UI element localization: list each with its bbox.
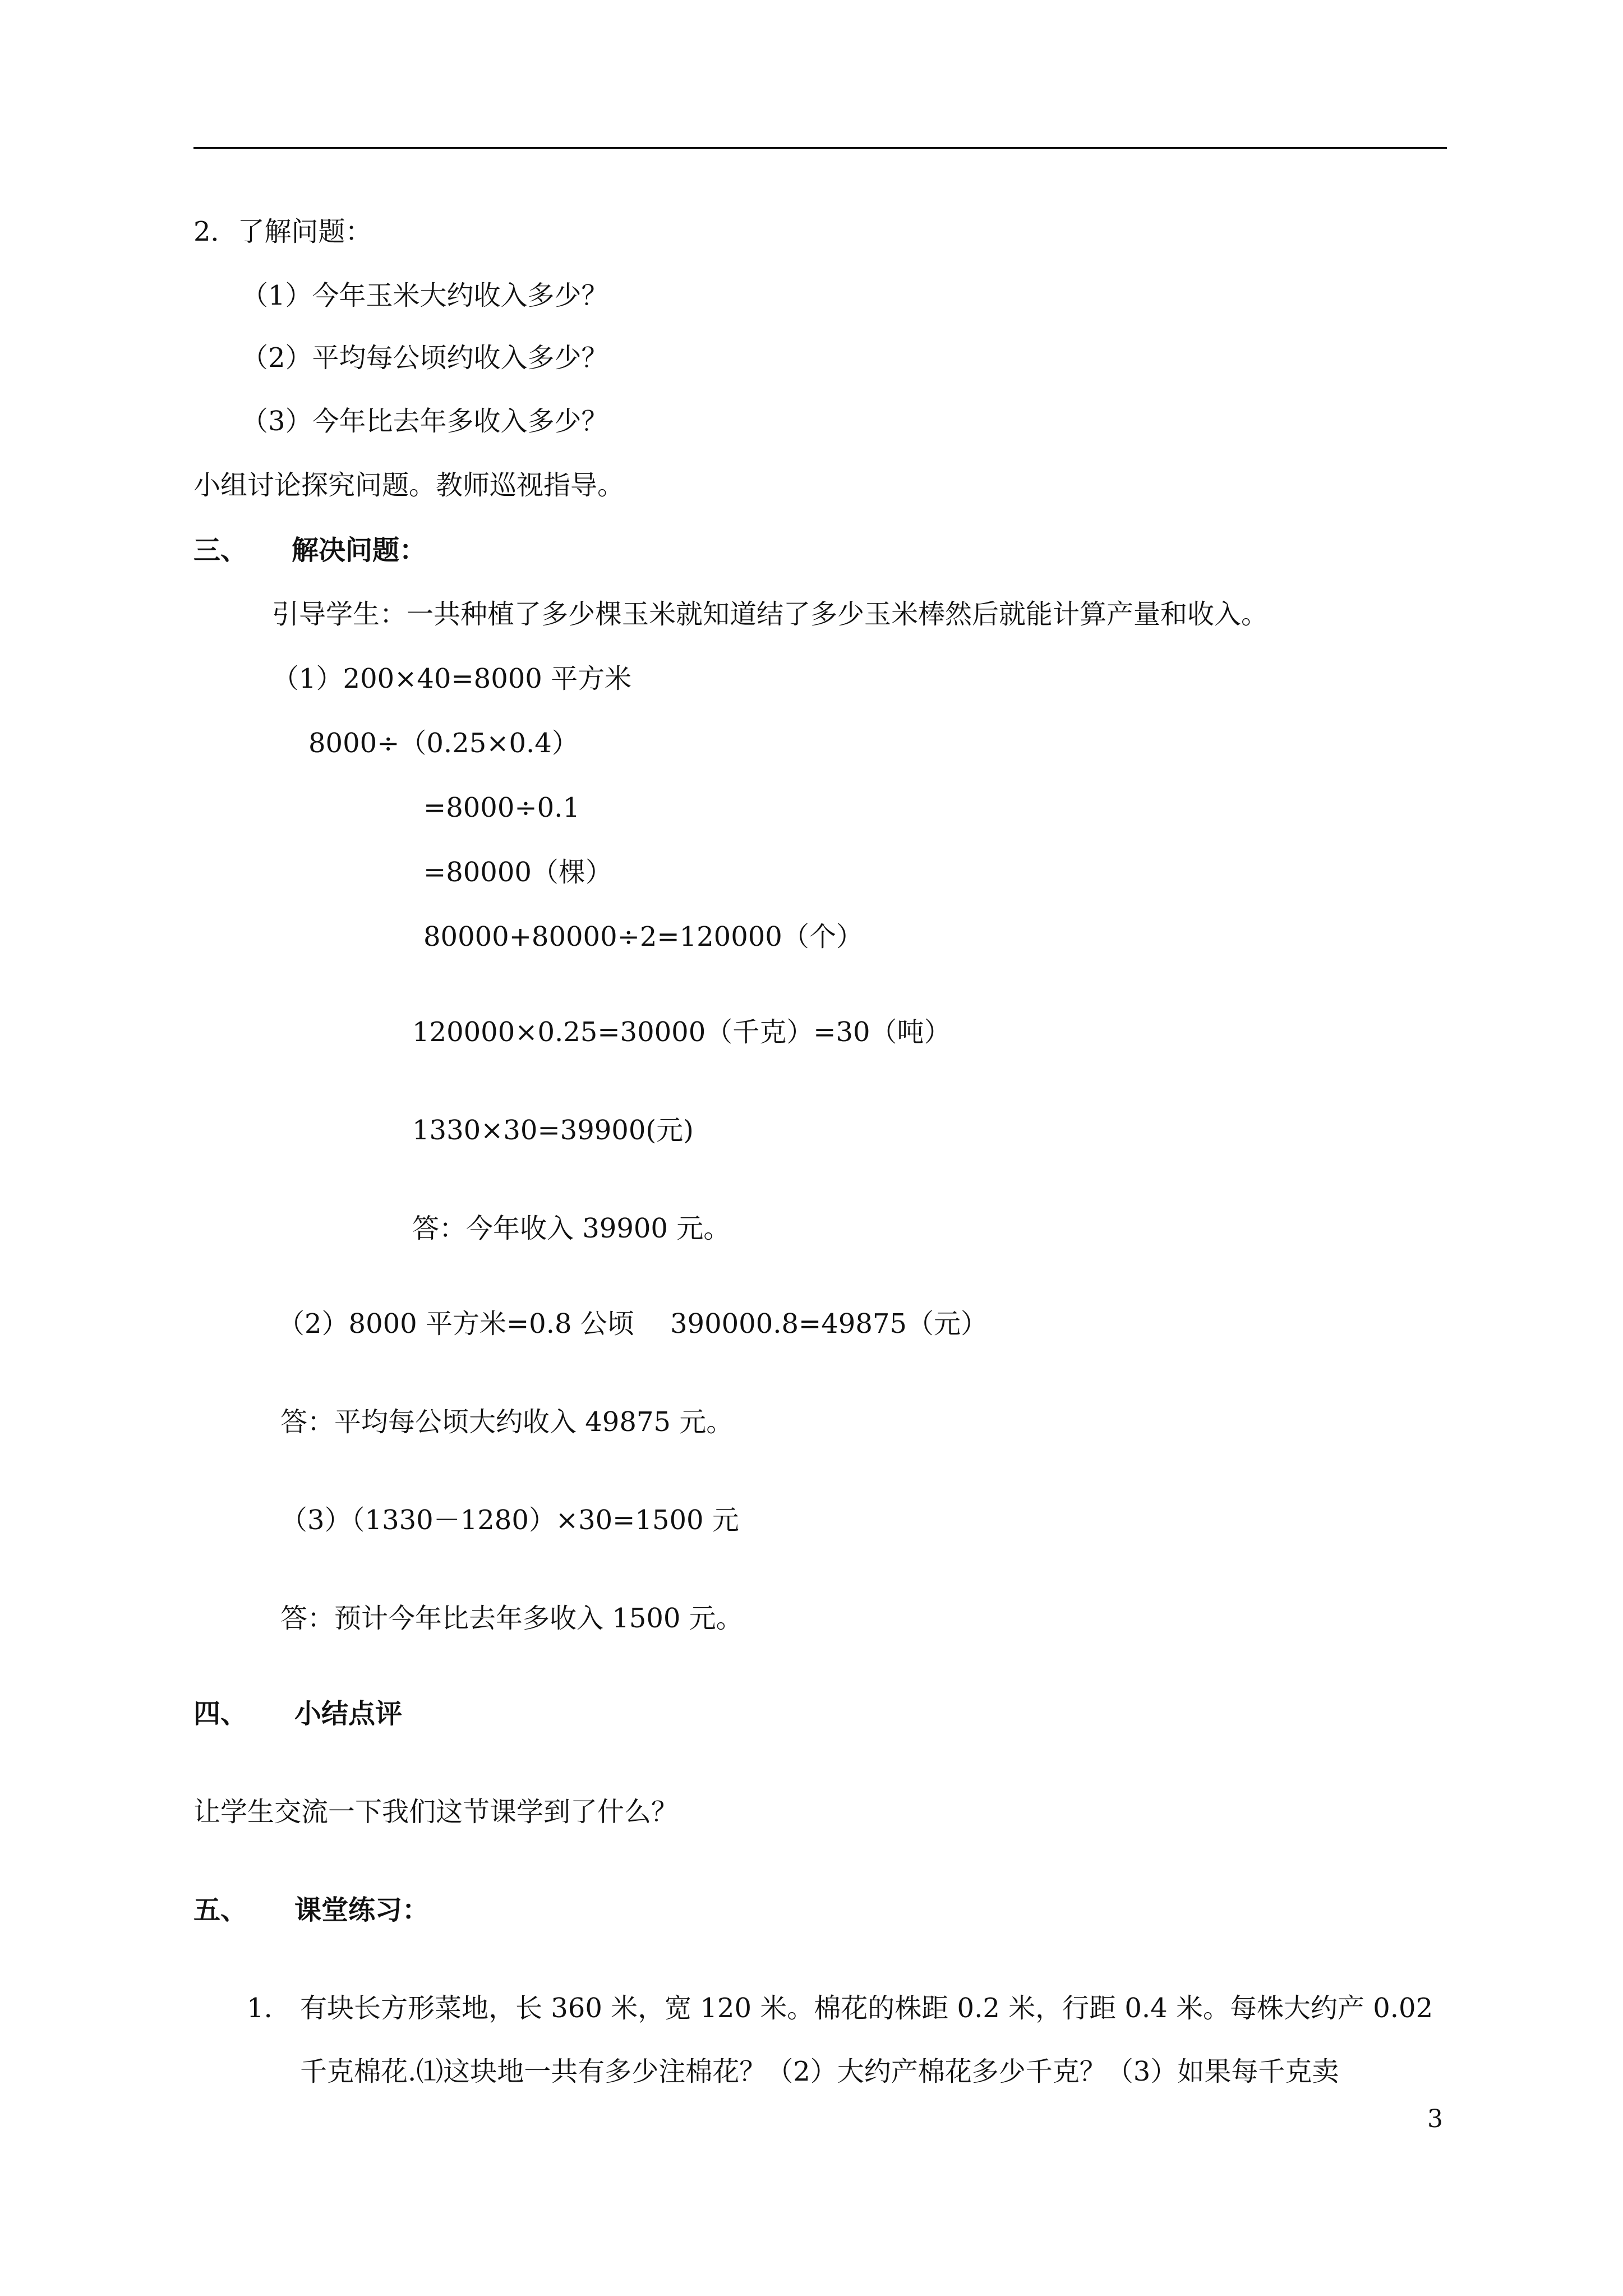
question-1: （1）今年玉米大约收入多少？ [241,280,608,311]
calc1-ears: 80000+80000÷2=120000（个） [423,921,863,953]
section4-title: 小结点评 [294,1698,403,1729]
section4-text: 让学生交流一下我们这节课学到了什么？ [193,1796,679,1828]
calc1-weight: 120000×0.25=30000（千克）=30（吨） [412,1016,951,1048]
section2-heading: 2．了解问题： [193,216,372,247]
discussion-text: 小组讨论探究问题。教师巡视指导。 [193,470,625,501]
section3-number: 三、 [193,535,248,566]
calc1-division: 8000÷（0.25×0.4） [308,728,579,759]
answer-2: 答：平均每公顷大约收入 49875 元。 [280,1406,734,1438]
section4-number: 四、 [193,1698,248,1729]
calc1-income: 1330×30=39900(元) [412,1115,694,1146]
exercise-1-number: 1. [247,1993,273,2024]
section5-number: 五、 [193,1894,248,1926]
calc1-area: （1）200×40=8000 平方米 [272,663,632,694]
exercise-1-line1: 有块长方形菜地，长 360 米，宽 120 米。棉花的株距 0.2 米，行距 0.4 米。每株大约产 0.02 [300,1993,1433,2024]
exercise-1-line2: 千克棉花.⑴这块地一共有多少注棉花？（2）大约产棉花多少千克？（3）如果每千克卖 [300,2056,1339,2087]
section5-title: 课堂练习： [294,1894,430,1926]
header-rule [193,147,1447,149]
page-number: 3 [1427,2105,1443,2133]
calc3: （3）（1330－1280）×30=1500 元 [280,1504,739,1536]
calc2-part2: 390000.8=49875（元） [670,1308,988,1340]
guide-text: 引导学生：一共种植了多少棵玉米就知道结了多少玉米棒然后就能计算产量和收入。 [272,599,1269,630]
answer-3: 答：预计今年比去年多收入 1500 元。 [280,1603,743,1634]
answer-1: 答：今年收入 39900 元。 [412,1213,731,1244]
question-2: （2）平均每公顷约收入多少？ [241,342,608,374]
calc1-step2: =80000（棵） [423,857,612,888]
calc2-part1: （2）8000 平方米=0.8 公顷 [278,1308,634,1340]
section3-title: 解决问题： [292,535,427,566]
calc1-step1: =8000÷0.1 [423,792,580,823]
question-3: （3）今年比去年多收入多少？ [241,406,608,437]
